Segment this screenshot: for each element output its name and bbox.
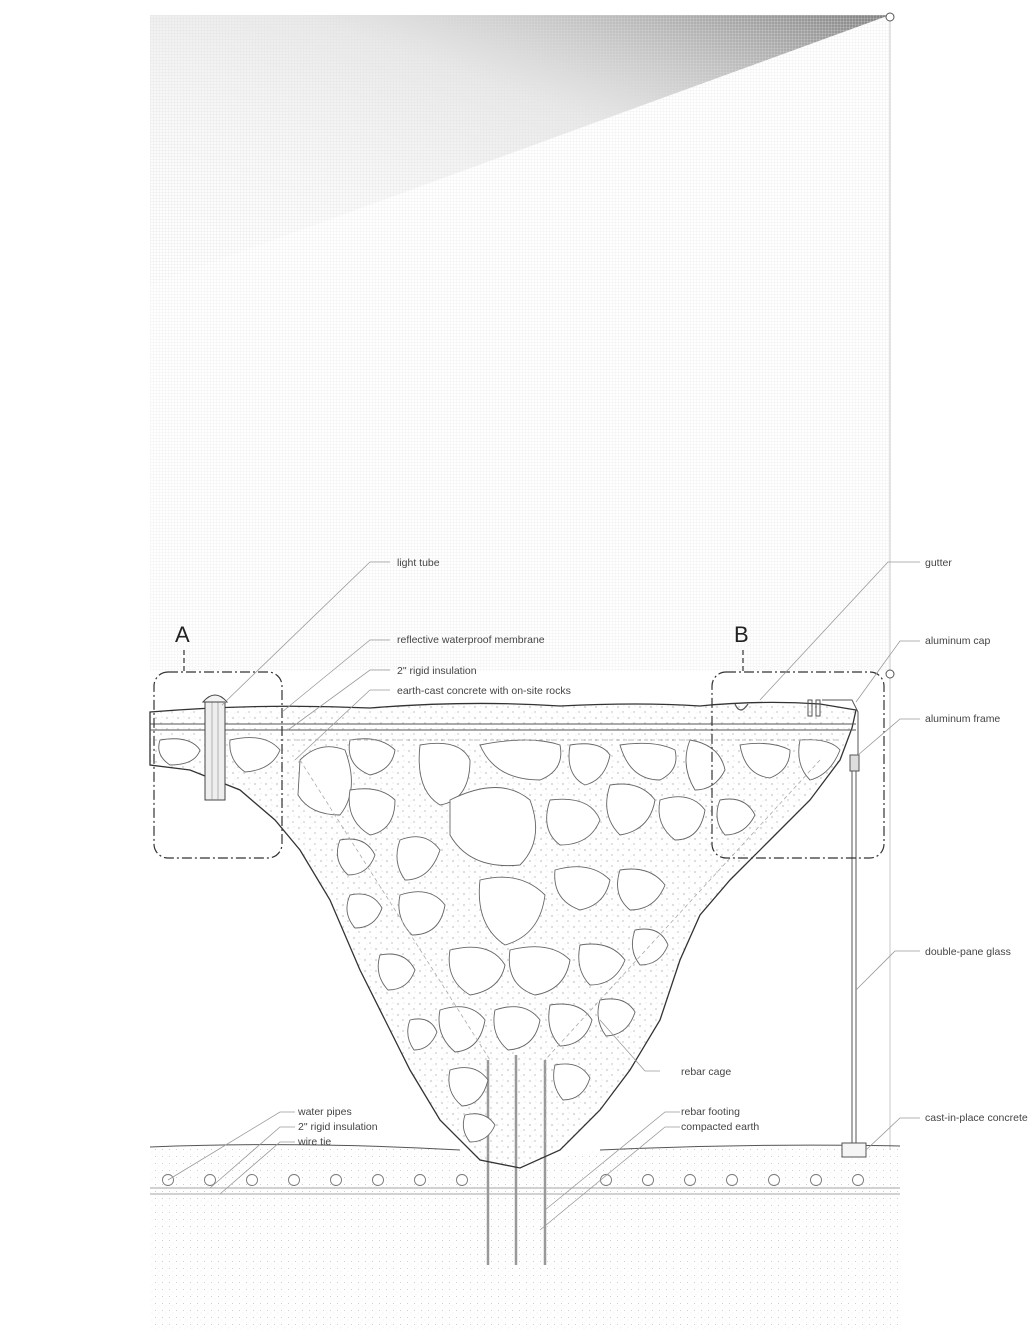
callout-light-tube: light tube	[397, 557, 440, 569]
detail-marker-a-letter: A	[175, 622, 190, 647]
callout-cast-in-place-concrete: cast-in-place concrete	[925, 1112, 1028, 1124]
callout-water-pipes: water pipes	[298, 1106, 352, 1118]
callout-rebar-footing: rebar footing	[681, 1106, 740, 1118]
callout-rigid-insulation-roof: 2" rigid insulation	[397, 665, 477, 677]
detail-marker-b-letter: B	[734, 622, 749, 647]
callout-rebar-cage: rebar cage	[681, 1066, 732, 1078]
callout-aluminum-cap: aluminum cap	[925, 635, 991, 647]
light-tube	[203, 695, 227, 800]
right-callouts	[925, 557, 1028, 1124]
callout-double-pane-glass: double-pane glass	[925, 946, 1011, 958]
callout-compacted-earth: compacted earth	[681, 1121, 760, 1133]
callout-reflective-membrane: reflective waterproof membrane	[397, 634, 545, 646]
callout-wire-tie: wire tie	[298, 1136, 332, 1148]
callout-rigid-insulation-floor: 2" rigid insulation	[298, 1121, 378, 1133]
callout-gutter: gutter	[925, 557, 952, 569]
callout-aluminum-frame: aluminum frame	[925, 713, 1001, 725]
callout-earth-cast-concrete: earth-cast concrete with on-site rocks	[397, 685, 571, 697]
earth-cast-concrete-mass	[150, 702, 856, 1168]
